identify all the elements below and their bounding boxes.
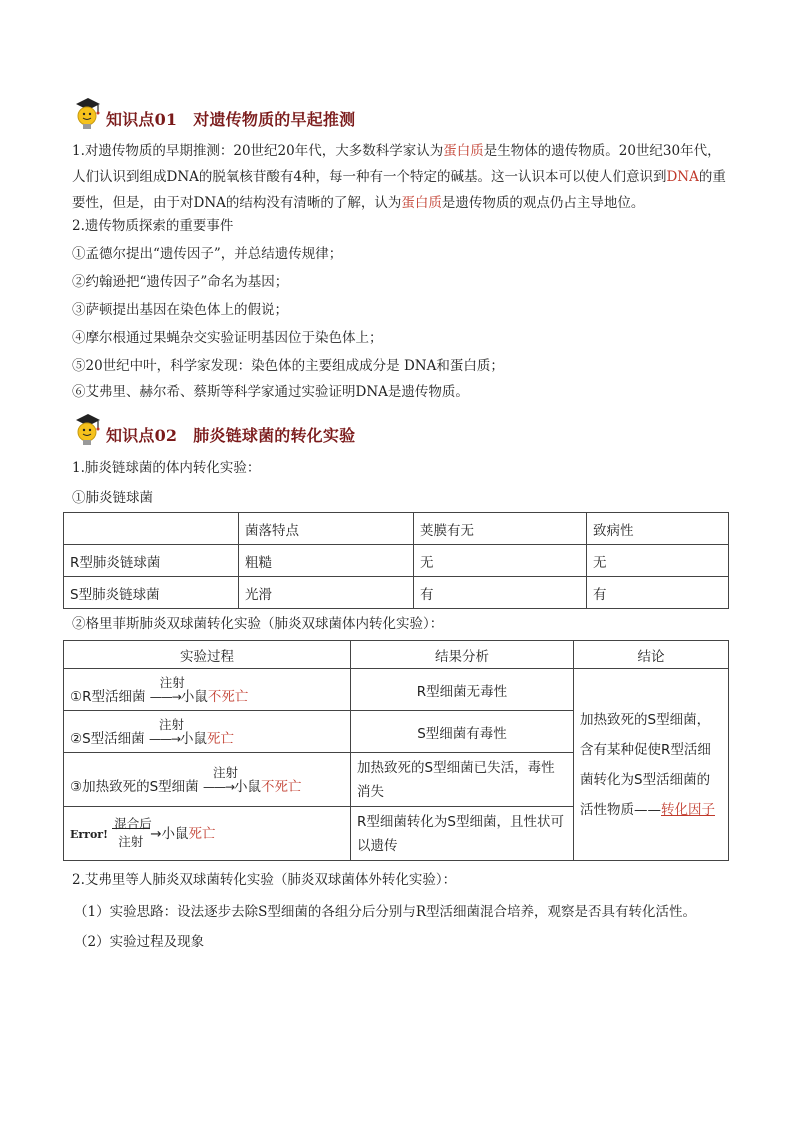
result-mouse: 小鼠 (180, 688, 208, 705)
result-outcome: 死亡 (207, 730, 235, 747)
table-cell: 有 (414, 577, 587, 609)
section1-paragraph-2: 2.遗传物质探索的重要事件 (72, 218, 234, 234)
arrow-label: 注射 (158, 716, 184, 732)
table-header-cell: 结果分析 (351, 641, 574, 669)
section1-heading (72, 96, 355, 132)
section1-paragraph-1 (72, 138, 732, 216)
process-prefix: ②S型活细菌 (70, 730, 145, 747)
table-cell: R型肺炎链球菌 (64, 545, 239, 577)
section1-title: 对遗传物质的早起推测 (193, 110, 356, 129)
injection-arrow (148, 716, 184, 747)
experiment-process-cell (64, 807, 351, 861)
table-cell: 粗糙 (239, 545, 414, 577)
arrow-label: 注射 (212, 764, 238, 780)
experiment-process-cell (64, 669, 351, 711)
analysis-cell: 加热致死的S型细菌已失活，毒性消失 (351, 753, 574, 807)
section1-number: 知识点01 (106, 110, 178, 129)
conclusion-text: 加热致死的S型细菌，含有某种促使R型活细菌转化为S型活细菌的活性物质—— (580, 711, 711, 818)
section2-paragraph-2: ①肺炎链球菌 (72, 490, 153, 506)
table-cell: 无 (414, 545, 587, 577)
table-header-cell: 菌落特点 (239, 513, 414, 545)
process-prefix: ③加热致死的S型细菌 (70, 778, 199, 795)
table-header-cell: 荚膜有无 (414, 513, 587, 545)
conclusion-highlight: 转化因子 (661, 801, 715, 818)
event-item: ⑤20世纪中叶，科学家发现：染色体的主要组成成分是 DNA和蛋白质； (72, 358, 504, 374)
griffith-experiment-table (63, 640, 729, 861)
injection-arrow (149, 674, 185, 705)
table-header-row (64, 641, 729, 669)
event-item: ⑥艾弗里、赫尔希、蔡斯等科学家通过实验证明DNA是遗传物质。 (72, 384, 469, 400)
table-row (64, 577, 729, 609)
result-mouse: 小鼠 (161, 825, 189, 842)
table-cell: 有 (587, 577, 729, 609)
section2-heading (72, 412, 355, 448)
analysis-cell: S型细菌有毒性 (351, 711, 574, 753)
highlight-dna: DNA (666, 169, 699, 185)
section2-paragraph-1: 1.肺炎链球菌的体内转化实验： (72, 460, 261, 476)
section2-title-text (106, 423, 355, 446)
table-cell: 无 (587, 545, 729, 577)
arrow-icon: ——→ (149, 689, 181, 704)
event-item: ①孟德尔提出“遗传因子”，并总结遗传规律； (72, 246, 343, 262)
table-header-cell: 实验过程 (64, 641, 351, 669)
analysis-cell: R型细菌转化为S型细菌，且性状可以遗传 (351, 807, 574, 861)
experiment-process-cell (64, 711, 351, 753)
section2-title: 肺炎链球菌的转化实验 (193, 426, 356, 445)
text-span: 的重要性，但是，由于对DNA的结构没有清晰的了解，认为 (72, 169, 726, 211)
injection-arrow (202, 764, 238, 795)
event-item: ③萨顿提出基因在染色体上的假说； (72, 302, 288, 318)
error-marker: Error! (70, 827, 108, 841)
event-item: ④摩尔根通过果蝇杂交实验证明基因位于染色体上； (72, 330, 383, 346)
experiment-process-cell (64, 753, 351, 807)
result-outcome: 不死亡 (207, 688, 249, 705)
table-header-cell (64, 513, 239, 545)
arrow-label-bottom: 注射 (118, 833, 144, 849)
section2-number: 知识点02 (106, 426, 178, 445)
result-outcome: 不死亡 (261, 778, 302, 795)
lightbulb-graduate-icon (72, 96, 104, 132)
section2-paragraph-6: （2）实验过程及现象 (74, 934, 205, 950)
text-span: 是遗传物质的观点仍占主导地位。 (441, 195, 645, 211)
arrow-label-top: 混合后 (114, 815, 152, 831)
highlight-protein: 蛋白质 (443, 143, 484, 159)
arrow-line (112, 828, 150, 829)
table-row (64, 545, 729, 577)
section1-title-text (106, 107, 355, 130)
conclusion-cell (574, 669, 729, 861)
arrow-icon: → (150, 825, 162, 842)
section2-paragraph-3: ②格里菲斯肺炎双球菌转化实验（肺炎双球菌体内转化实验）： (72, 616, 444, 632)
result-outcome: 死亡 (188, 825, 216, 842)
result-mouse: 小鼠 (180, 730, 208, 747)
arrow-label: 注射 (159, 674, 185, 690)
event-item: ②约翰逊把“遗传因子”命名为基因； (72, 274, 289, 290)
table-cell: 光滑 (239, 577, 414, 609)
text-span: 1.对遗传物质的早期推测：20世纪20年代，大多数科学家认为 (72, 143, 444, 159)
table-header-cell: 致病性 (587, 513, 729, 545)
arrow-icon: ——→ (202, 779, 235, 794)
table-header-row (64, 513, 729, 545)
table-header-cell: 结论 (574, 641, 729, 669)
highlight-protein-2: 蛋白质 (401, 195, 442, 211)
mix-inject-arrow (112, 816, 150, 852)
analysis-cell: R型细菌无毒性 (351, 669, 574, 711)
table-cell: S型肺炎链球菌 (64, 577, 239, 609)
process-prefix: ①R型活细菌 (70, 688, 146, 705)
table-row (64, 669, 729, 711)
result-mouse: 小鼠 (234, 778, 262, 795)
section2-paragraph-5: （1）实验思路：设法逐步去除S型细菌的各组分后分别与R型活细菌混合培养，观察是否具有转化活性。 (74, 904, 697, 920)
arrow-icon: ——→ (148, 731, 181, 746)
section2-paragraph-4: 2.艾弗里等人肺炎双球菌转化实验（肺炎双球菌体外转化实验）： (72, 872, 457, 888)
lightbulb-graduate-icon (72, 412, 104, 448)
bacteria-table (63, 512, 729, 609)
text-span: 是生物体的遗传物质。20世纪30年代，人们认识到组成DNA的脱氧核苷酸有4种，每一种有一个特定的碱基。这一认识本可以使人们意识到 (72, 143, 721, 185)
